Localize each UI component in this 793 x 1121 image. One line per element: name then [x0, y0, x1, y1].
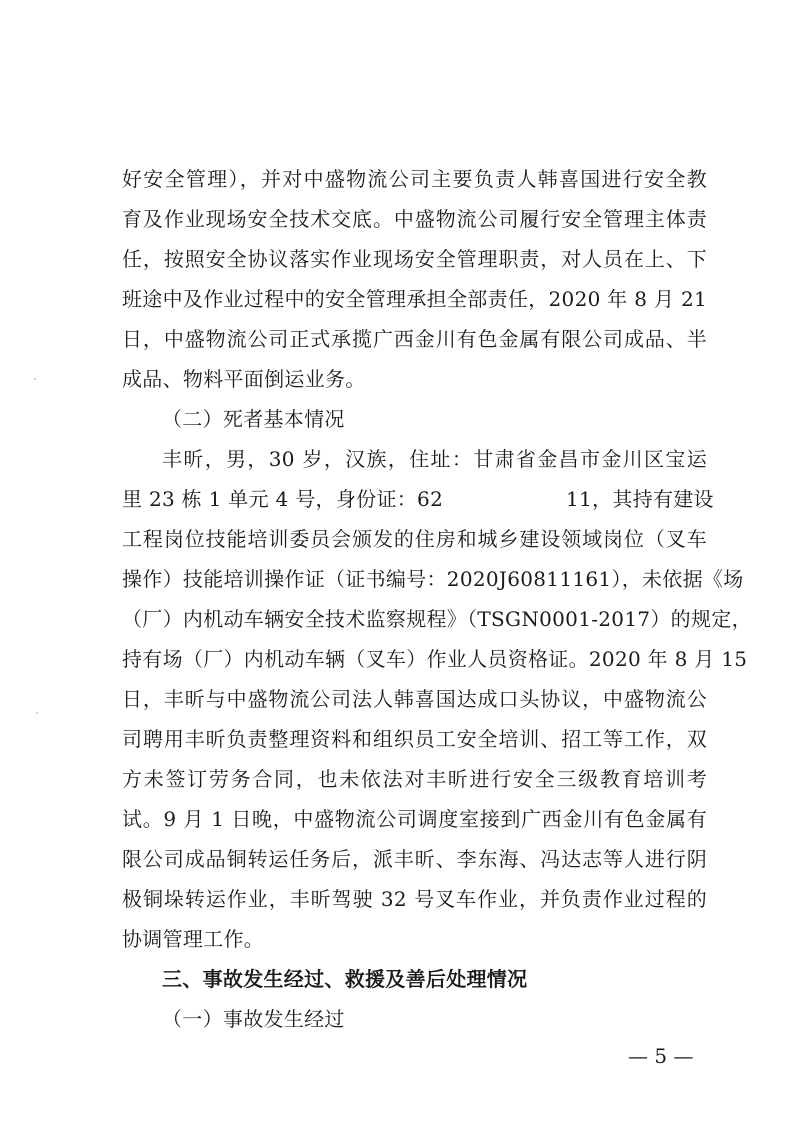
paragraph-line: 持有场（厂）内机动车辆（叉车）作业人员资格证。2020 年 8 月 15	[122, 647, 748, 671]
paragraph-line: 里 23 栋 1 单元 4 号，身份证：62	[122, 487, 444, 511]
paragraph-line: （厂）内机动车辆安全技术监察规程》（TSGN0001-2017）的规定，	[122, 607, 752, 631]
paragraph-line: 协调管理工作。	[122, 927, 265, 951]
subsection-heading-accident-occurrence: （一）事故发生经过	[162, 1007, 345, 1031]
paragraph-line: 11，其持有建设	[566, 487, 714, 511]
paragraph-line: 试。9 月 1 日晚，中盛物流公司调度室接到广西金川有色金属有	[122, 807, 707, 831]
section-heading-deceased-info: （二）死者基本情况	[162, 407, 345, 431]
paragraph-line: 限公司成品铜转运任务后，派丰昕、李东海、冯达志等人进行阴	[122, 847, 707, 871]
paragraph-line: 成品、物料平面倒运业务。	[122, 367, 366, 391]
page-number: — 5 —	[628, 1044, 694, 1068]
paragraph-line: 日，丰昕与中盛物流公司法人韩喜国达成口头协议，中盛物流公	[122, 687, 707, 711]
paragraph-line: 极铜垛转运作业，丰昕驾驶 32 号叉车作业，并负责作业过程的	[122, 887, 707, 911]
paragraph-line: 丰昕，男，30 岁，汉族，住址：甘肃省金昌市金川区宝运	[162, 447, 707, 471]
paragraph-line: 工程岗位技能培训委员会颁发的住房和城乡建设领域岗位（叉车	[122, 527, 707, 551]
paragraph-line: 育及作业现场安全技术交底。中盛物流公司履行安全管理主体责	[122, 207, 707, 231]
scan-speck	[36, 712, 38, 714]
paragraph-line: 班途中及作业过程中的安全管理承担全部责任，2020 年 8 月 21	[122, 287, 707, 311]
paragraph-line: 司聘用丰昕负责整理资料和组织员工安全培训、招工等工作，双	[122, 727, 707, 751]
scan-speck	[34, 378, 36, 380]
paragraph-line: 任，按照安全协议落实作业现场安全管理职责，对人员在上、下	[122, 247, 707, 271]
paragraph-line: 好安全管理），并对中盛物流公司主要负责人韩喜国进行安全教	[122, 167, 707, 191]
paragraph-line: 日，中盛物流公司正式承揽广西金川有色金属有限公司成品、半	[122, 327, 707, 351]
paragraph-line: 操作）技能培训操作证（证书编号：2020J60811161），未依据《场	[122, 567, 744, 591]
paragraph-line: 方未签订劳务合同，也未依法对丰昕进行安全三级教育培训考	[122, 767, 707, 791]
section-heading-accident-process: 三、事故发生经过、救援及善后处理情况	[162, 967, 528, 991]
